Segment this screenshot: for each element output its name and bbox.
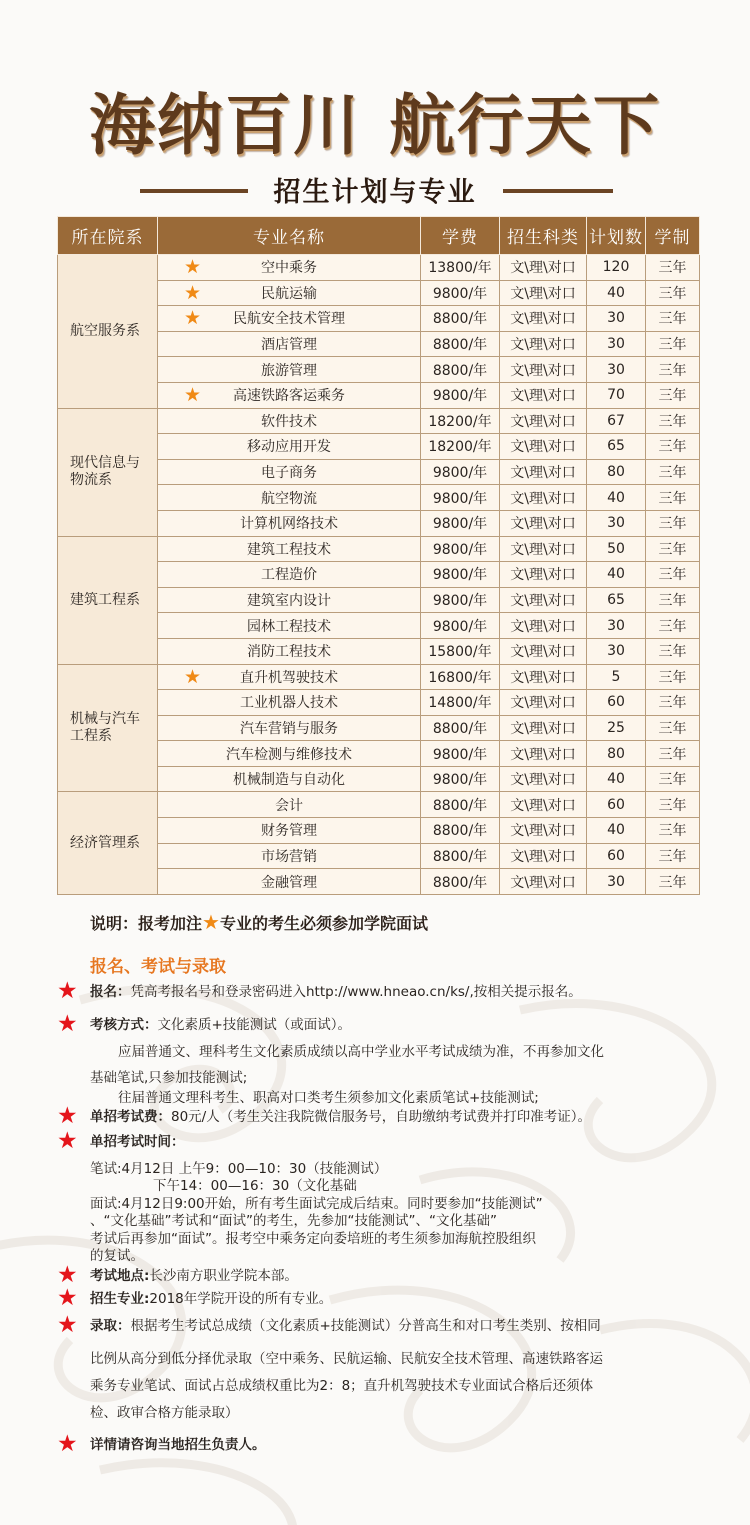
star-icon: ★ — [57, 1011, 78, 1037]
major-name: 机械制造与自动化 — [233, 772, 345, 789]
years-cell: 三年 — [646, 843, 700, 869]
fee-cell: 8800/年 — [421, 357, 500, 383]
fee-cell: 18200/年 — [421, 434, 500, 460]
plan-cell: 30 — [587, 306, 646, 332]
plan-cell: 60 — [587, 843, 646, 869]
major-cell — [158, 818, 421, 844]
admit-line-2: 比例从高分到低分择优录取（空中乘务、民航运输、民航安全技术管理、高速铁路客运 — [90, 1351, 603, 1367]
major-name: 软件技术 — [261, 413, 317, 430]
department-name: 航空服务系 — [70, 322, 140, 339]
major-cell — [158, 792, 421, 818]
plan-cell: 67 — [587, 408, 646, 434]
majors-label: 招生专业: — [90, 1291, 150, 1307]
time-label: 单招考试时间： — [90, 1134, 185, 1150]
major-cell — [158, 766, 421, 792]
col-header-category: 招生科类 — [500, 217, 587, 255]
fee-cell: 9800/年 — [421, 741, 500, 767]
col-header-fee: 学费 — [421, 217, 500, 255]
star-icon: ★ — [184, 281, 202, 304]
major-cell — [158, 843, 421, 869]
fee-cell: 9800/年 — [421, 536, 500, 562]
department-name: 建筑工程系 — [70, 591, 140, 608]
fee-cell: 9800/年 — [421, 562, 500, 588]
fee-cell: 8800/年 — [421, 792, 500, 818]
major-cell — [158, 536, 421, 562]
years-cell: 三年 — [646, 331, 700, 357]
table-header-row — [58, 217, 700, 255]
headline — [0, 72, 750, 167]
place-text: 长沙南方职业学院本部。 — [149, 1268, 298, 1284]
plan-cell: 5 — [587, 664, 646, 690]
department-cell — [58, 255, 158, 409]
fee-cell: 8800/年 — [421, 843, 500, 869]
headline-part-2: 航行天下 — [389, 87, 661, 164]
table-row — [58, 408, 700, 434]
admit-line-4: 检、政审合格方能录取） — [90, 1405, 239, 1421]
plan-cell: 40 — [587, 818, 646, 844]
years-cell: 三年 — [646, 613, 700, 639]
star-icon: ★ — [57, 1103, 78, 1129]
years-cell: 三年 — [646, 664, 700, 690]
time-line-4: 、“文化基础”考试和“面试”的考生，先参加“技能测试”、“文化基础” — [90, 1213, 497, 1229]
star-icon: ★ — [184, 256, 202, 278]
fee-cell: 9800/年 — [421, 485, 500, 511]
years-cell: 三年 — [646, 818, 700, 844]
major-name: 建筑室内设计 — [247, 593, 331, 610]
time-line-5: 考试后再参加“面试”。报考空中乘务定向委培班的考生须参加海航控股组织 — [90, 1231, 536, 1247]
star-icon: ★ — [57, 978, 78, 1004]
plan-cell: 65 — [587, 434, 646, 460]
category-cell: 文\理\对口 — [500, 434, 587, 460]
major-name: 高速铁路客运乘务 — [233, 388, 345, 405]
major-cell — [158, 485, 421, 511]
time-line-2: 下午14：00—16：30（文化基础 — [153, 1178, 357, 1194]
category-cell: 文\理\对口 — [500, 459, 587, 485]
admit-label: 录取： — [90, 1318, 131, 1334]
fee-cell: 9800/年 — [421, 510, 500, 536]
star-icon: ★ — [184, 383, 202, 406]
category-cell: 文\理\对口 — [500, 664, 587, 690]
years-cell: 三年 — [646, 741, 700, 767]
major-cell — [158, 690, 421, 716]
category-cell: 文\理\对口 — [500, 382, 587, 408]
years-cell: 三年 — [646, 434, 700, 460]
fee-cell: 9800/年 — [421, 613, 500, 639]
plan-cell: 30 — [587, 869, 646, 895]
fee-label: 单招考试费： — [90, 1109, 171, 1125]
major-cell — [158, 408, 421, 434]
fee-cell: 9800/年 — [421, 587, 500, 613]
years-cell: 三年 — [646, 382, 700, 408]
plan-cell: 120 — [587, 255, 646, 281]
major-cell — [158, 664, 421, 690]
department-name-line-1: 现代信息与 — [70, 455, 140, 472]
fee-cell: 8800/年 — [421, 306, 500, 332]
section-heading-plan: 招生计划与专业 — [273, 177, 477, 208]
category-cell: 文\理\对口 — [500, 306, 587, 332]
major-name: 工程造价 — [261, 567, 317, 584]
years-cell: 三年 — [646, 638, 700, 664]
fee-text: 80元/人（考生关注我院微信服务号，自助缴纳考试费并打印准考证）。 — [171, 1109, 591, 1125]
plan-cell: 60 — [587, 690, 646, 716]
category-cell: 文\理\对口 — [500, 690, 587, 716]
major-name: 建筑工程技术 — [247, 541, 331, 558]
major-name: 计算机网络技术 — [240, 516, 338, 533]
major-cell — [158, 280, 421, 306]
category-cell: 文\理\对口 — [500, 869, 587, 895]
majors-text: 2018年学院开设的所有专业。 — [149, 1291, 333, 1307]
category-cell: 文\理\对口 — [500, 510, 587, 536]
plan-cell: 65 — [587, 587, 646, 613]
plan-cell: 30 — [587, 331, 646, 357]
admit-line-3: 乘务专业笔试、面试占总成绩权重比为2：8；直升机驾驶技术专业面试合格后还须体 — [90, 1378, 594, 1394]
table-row — [58, 536, 700, 562]
years-cell: 三年 — [646, 459, 700, 485]
category-cell: 文\理\对口 — [500, 255, 587, 281]
fee-cell: 15800/年 — [421, 638, 500, 664]
years-cell: 三年 — [646, 306, 700, 332]
years-cell: 三年 — [646, 357, 700, 383]
star-icon: ★ — [184, 307, 202, 330]
major-name: 空中乘务 — [261, 260, 317, 277]
plan-cell: 40 — [587, 766, 646, 792]
table-row — [58, 255, 700, 281]
headline-part-1: 海纳百川 — [89, 87, 361, 164]
category-cell: 文\理\对口 — [500, 715, 587, 741]
years-cell: 三年 — [646, 792, 700, 818]
category-cell: 文\理\对口 — [500, 792, 587, 818]
plan-cell: 60 — [587, 792, 646, 818]
years-cell: 三年 — [646, 690, 700, 716]
years-cell: 三年 — [646, 587, 700, 613]
category-cell: 文\理\对口 — [500, 331, 587, 357]
major-name: 会计 — [275, 797, 303, 814]
plan-cell: 40 — [587, 485, 646, 511]
admit-line-1: 根据考生考试总成绩（文化素质+技能测试）分普高生和对口考生类别、按相同 — [130, 1318, 601, 1334]
fee-cell: 14800/年 — [421, 690, 500, 716]
plan-cell: 30 — [587, 510, 646, 536]
category-cell: 文\理\对口 — [500, 357, 587, 383]
major-name: 直升机驾驶技术 — [240, 669, 338, 686]
department-name-line-1: 机械与汽车 — [70, 710, 140, 727]
department-name: 经济管理系 — [70, 834, 140, 851]
major-name: 市场营销 — [261, 848, 317, 865]
major-cell — [158, 331, 421, 357]
category-cell: 文\理\对口 — [500, 485, 587, 511]
years-cell: 三年 — [646, 255, 700, 281]
major-name: 民航安全技术管理 — [233, 311, 345, 328]
years-cell: 三年 — [646, 766, 700, 792]
major-cell — [158, 306, 421, 332]
col-header-department: 所在院系 — [58, 217, 158, 255]
enrollment-plan-table — [57, 216, 700, 895]
major-name: 金融管理 — [261, 874, 317, 891]
signup-text: 凭高考报名号和登录密码进入http://www.hneao.cn/ks/,按相关提示报名。 — [130, 984, 582, 1000]
major-name: 工业机器人技术 — [240, 695, 338, 712]
major-name: 电子商务 — [261, 465, 317, 482]
major-name: 汽车检测与维修技术 — [226, 746, 352, 763]
fee-cell: 8800/年 — [421, 715, 500, 741]
col-header-years: 学制 — [646, 217, 700, 255]
assess-label: 考核方式： — [90, 1017, 158, 1033]
years-cell: 三年 — [646, 408, 700, 434]
fee-cell: 8800/年 — [421, 818, 500, 844]
fee-cell: 8800/年 — [421, 869, 500, 895]
years-cell: 三年 — [646, 510, 700, 536]
department-name-line-2: 物流系 — [70, 472, 112, 489]
fee-cell: 9800/年 — [421, 459, 500, 485]
plan-cell: 70 — [587, 382, 646, 408]
years-cell: 三年 — [646, 485, 700, 511]
plan-cell: 40 — [587, 280, 646, 306]
section-heading-admission: 报名、考试与录取 — [90, 957, 226, 977]
assess-text: 文化素质+技能测试（或面试）。 — [157, 1017, 352, 1033]
fee-cell: 9800/年 — [421, 766, 500, 792]
star-icon: ★ — [57, 1262, 78, 1288]
major-cell — [158, 382, 421, 408]
major-cell — [158, 357, 421, 383]
col-header-plan: 计划数 — [587, 217, 646, 255]
category-cell: 文\理\对口 — [500, 741, 587, 767]
major-cell — [158, 741, 421, 767]
department-cell — [58, 792, 158, 894]
note-prefix: 说明：报考加注 — [90, 914, 203, 933]
plan-cell: 30 — [587, 638, 646, 664]
department-cell — [58, 408, 158, 536]
major-name: 移动应用开发 — [247, 439, 331, 456]
table-row — [58, 664, 700, 690]
major-cell — [158, 255, 421, 281]
fee-cell: 18200/年 — [421, 408, 500, 434]
major-name: 旅游管理 — [261, 362, 317, 379]
plan-cell: 80 — [587, 741, 646, 767]
major-name: 航空物流 — [261, 490, 317, 507]
category-cell: 文\理\对口 — [500, 638, 587, 664]
years-cell: 三年 — [646, 869, 700, 895]
major-cell — [158, 587, 421, 613]
star-icon: ★ — [184, 665, 202, 688]
major-cell — [158, 613, 421, 639]
plan-cell: 30 — [587, 613, 646, 639]
assess-line-1: 应届普通文、理科考生文化素质成绩以高中学业水平考试成绩为准，不再参加文化 — [118, 1044, 604, 1060]
time-line-3: 面试:4月12日9:00开始，所有考生面试完成后结束。同时要参加“技能测试” — [90, 1196, 543, 1212]
star-icon: ★ — [57, 1128, 78, 1154]
star-icon: ★ — [57, 1285, 78, 1311]
col-header-major: 专业名称 — [158, 217, 421, 255]
plan-cell: 25 — [587, 715, 646, 741]
note — [90, 910, 428, 934]
assess-line-3: 往届普通文理科考生、职高对口类考生须参加文化素质笔试+技能测试; — [118, 1090, 539, 1106]
category-cell: 文\理\对口 — [500, 818, 587, 844]
years-cell: 三年 — [646, 280, 700, 306]
note-suffix: 专业的考生必须参加学院面试 — [219, 914, 428, 933]
star-icon: ★ — [57, 1312, 78, 1338]
major-cell — [158, 562, 421, 588]
major-name: 园林工程技术 — [247, 618, 331, 635]
assess-line-2: 基础笔试,只参加技能测试; — [90, 1070, 248, 1086]
years-cell: 三年 — [646, 536, 700, 562]
contact-text: 详情请咨询当地招生负责人。 — [90, 1437, 266, 1453]
table-row — [58, 792, 700, 818]
department-name-line-2: 工程系 — [70, 727, 112, 744]
star-icon: ★ — [57, 1431, 78, 1457]
major-cell — [158, 715, 421, 741]
fee-cell: 9800/年 — [421, 280, 500, 306]
major-name: 酒店管理 — [261, 337, 317, 354]
category-cell: 文\理\对口 — [500, 408, 587, 434]
major-cell — [158, 510, 421, 536]
major-cell — [158, 638, 421, 664]
category-cell: 文\理\对口 — [500, 766, 587, 792]
years-cell: 三年 — [646, 715, 700, 741]
plan-cell: 50 — [587, 536, 646, 562]
fee-cell: 13800/年 — [421, 255, 500, 281]
star-icon: ★ — [202, 910, 220, 934]
category-cell: 文\理\对口 — [500, 843, 587, 869]
category-cell: 文\理\对口 — [500, 613, 587, 639]
signup-label: 报名： — [90, 984, 131, 1000]
plan-cell: 80 — [587, 459, 646, 485]
time-line-6: 的复试。 — [90, 1248, 144, 1264]
department-cell — [58, 536, 158, 664]
place-label: 考试地点: — [90, 1268, 150, 1284]
years-cell: 三年 — [646, 562, 700, 588]
major-cell — [158, 434, 421, 460]
major-name: 汽车营销与服务 — [240, 720, 338, 737]
major-cell — [158, 459, 421, 485]
fee-cell: 9800/年 — [421, 382, 500, 408]
major-name: 消防工程技术 — [247, 644, 331, 661]
category-cell: 文\理\对口 — [500, 536, 587, 562]
time-line-1: 笔试:4月12日 上午9：00—10：30（技能测试） — [90, 1161, 388, 1177]
category-cell: 文\理\对口 — [500, 280, 587, 306]
major-name: 财务管理 — [261, 823, 317, 840]
category-cell: 文\理\对口 — [500, 587, 587, 613]
fee-cell: 16800/年 — [421, 664, 500, 690]
major-name: 民航运输 — [261, 285, 317, 302]
department-cell — [58, 664, 158, 792]
major-cell — [158, 869, 421, 895]
plan-cell: 40 — [587, 562, 646, 588]
category-cell: 文\理\对口 — [500, 562, 587, 588]
fee-cell: 8800/年 — [421, 331, 500, 357]
plan-cell: 30 — [587, 357, 646, 383]
